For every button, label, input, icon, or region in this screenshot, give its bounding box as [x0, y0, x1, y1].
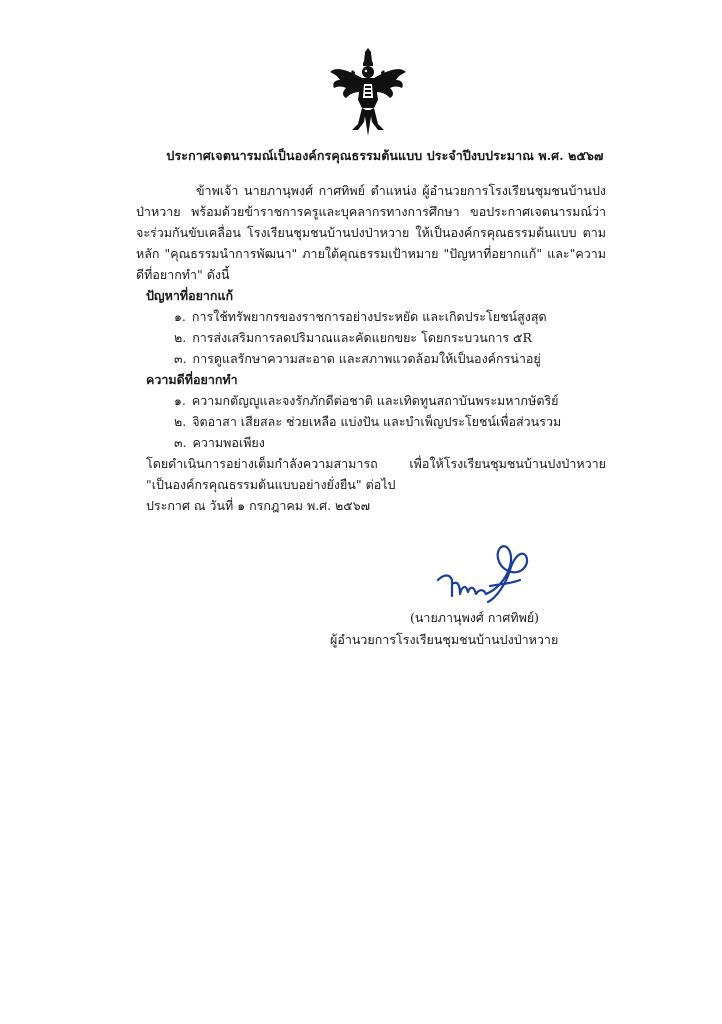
item-text: ความกตัญญูและจงรักภักดีต่อชาติ และเทิดทูนสถาบันพระมหากษัตริย์: [191, 393, 559, 408]
problem-item: [174, 306, 606, 327]
problems-heading: ปัญหาที่อยากแก้: [146, 288, 234, 303]
problem-item: [174, 348, 606, 369]
announcement-body: [136, 180, 606, 516]
announce-date: ประกาศ ณ วันที่ ๑ กรกฎาคม พ.ศ. ๒๕๖๗: [146, 498, 371, 513]
item-number: ๓.: [174, 435, 187, 450]
signer-position: ผู้อำนวยการโรงเรียนชุมชนบ้านปงป่าหวาย: [330, 632, 559, 647]
announcement-title: ประกาศเจตนารมณ์เป็นองค์กรคุณธรรมต้นแบบ ประจำปีงบประมาณ พ.ศ. ๒๕๖๗: [166, 148, 604, 163]
item-number: ๒.: [174, 414, 187, 429]
item-number: ๑.: [174, 309, 186, 324]
item-number: ๒.: [174, 330, 187, 345]
item-number: ๓.: [174, 351, 187, 366]
item-number: ๑.: [174, 393, 186, 408]
problem-item: [174, 327, 606, 348]
item-text: ความพอเพียง: [192, 435, 265, 450]
item-text: การส่งเสริมการลดปริมาณและคัดแยกขยะ โดยกระบวนการ ๕R: [192, 330, 532, 345]
item-text: การดูแลรักษาความสะอาด และสภาพแวดล้อมให้เป็นองค์กรน่าอยู่: [192, 351, 541, 366]
intro-paragraph: ข้าพเจ้า นายภานุพงศ์ กาศทิพย์ ตำแหน่ง ผู้อำนวยการโรงเรียนชุมชนบ้านปงป่าหวาย พร้อมด้วยข้าราชการครูและบุคลากรทางการศึกษา ขอประกาศเจตนารมณ์ว่า จะร่วมกันขับเคลื่อน โรงเรียนชุมชนบ้านปงป่าหวาย ให้เป็นองค์กรคุณธรรมต้นแบบ ตามหลัก "คุณธรรมนำการพัฒนา" ภายใต้คุณธรรมเป้าหมาย "ปัญหาที่อยากแก้" และ"ความดีที่อยากทำ" ดังนี้: [136, 183, 606, 282]
garuda-emblem: [328, 48, 408, 138]
closing-paragraph: โดยดำเนินการอย่างเต็มกำลังความสามารถ เพื่อให้โรงเรียนชุมชนบ้านปงป่าหวาย "เป็นองค์กรคุณธรรมต้นแบบอย่างยั่งยืน" ต่อไป: [146, 456, 606, 492]
signer-name: (นายภานุพงศ์ กาศทิพย์): [410, 610, 540, 625]
good-deed-item: [174, 390, 606, 411]
item-text: การใช้ทรัพยากรของราชการอย่างประหยัด และเกิดประโยชน์สูงสุด: [191, 309, 547, 324]
good-deeds-heading: ความดีที่อยากทำ: [146, 372, 238, 387]
item-text: จิตอาสา เสียสละ ช่วยเหลือ แบ่งปัน และบำเพ็ญประโยชน์เพื่อส่วนรวม: [192, 414, 562, 429]
good-deed-item: [174, 411, 606, 432]
good-deed-item: [174, 432, 606, 453]
handwritten-signature: [430, 540, 540, 610]
